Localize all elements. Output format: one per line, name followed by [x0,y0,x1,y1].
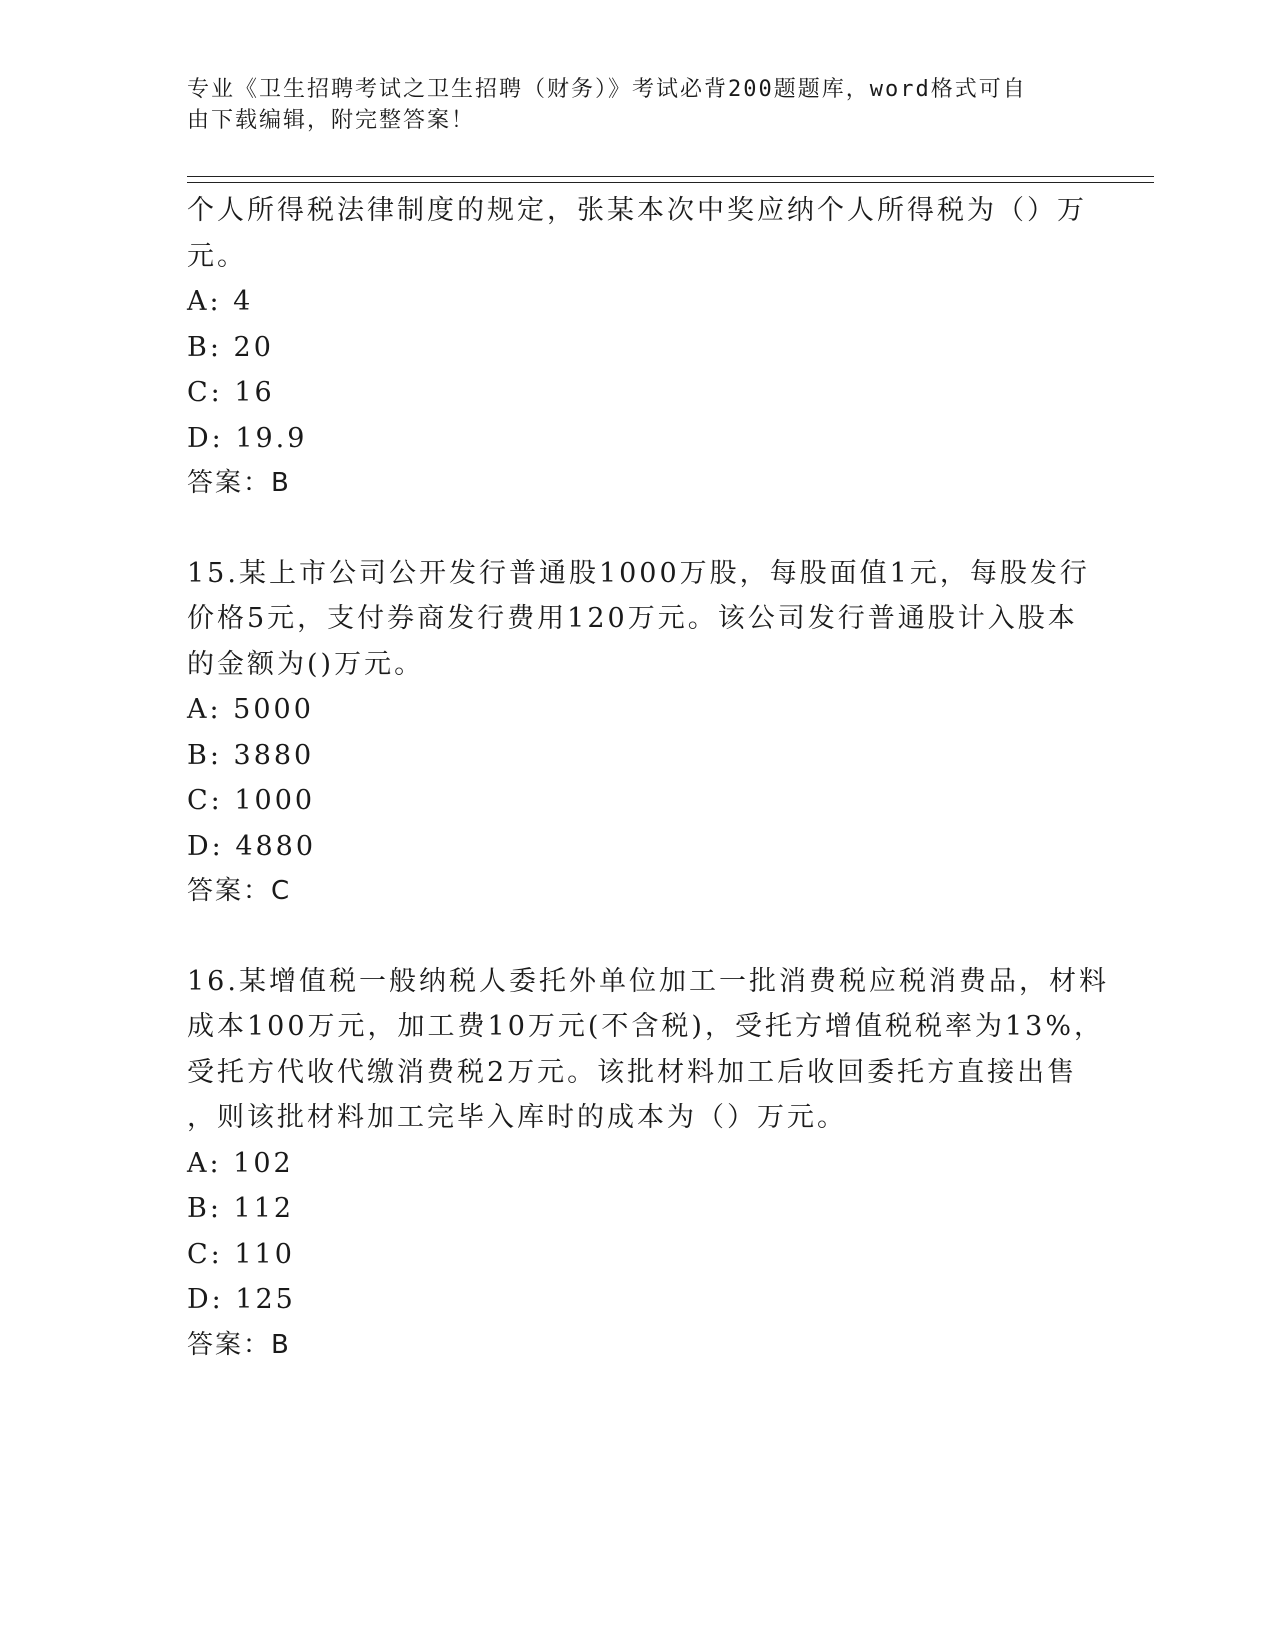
question-list [187,188,1109,1368]
option-c: C: 1000 [187,785,316,816]
option-b: B: 3880 [187,739,315,771]
question-text: 个人所得税法律制度的规定，张某本次中奖应纳个人所得税为（）万 [187,195,1087,226]
header-divider-top [187,176,1154,177]
question-text: 成本100万元，加工费10万元(不含税)，受托方增值税税率为13%， [187,1011,1104,1042]
question-text: 15.某上市公司公开发行普通股1000万股，每股面值1元，每股发行 [187,557,1090,589]
option-d: D: 125 [187,1284,296,1315]
option-a: A: 5000 [187,694,314,725]
question-text: 元。 [187,240,247,272]
option-d: D: 4880 [187,830,317,862]
option-a: A: 102 [187,1147,294,1179]
question-text: ，则该批材料加工完毕入库时的成本为（）万元。 [187,1102,847,1133]
question-spacer [187,915,1087,959]
question-text: 价格5元，支付券商发行费用120万元。该公司发行普通股计入股本 [187,603,1078,634]
question-spacer [187,507,1087,551]
option-c: C: 16 [187,377,275,408]
question-text: 16.某增值税一般纳税人委托外单位加工一批消费税应税消费品，材料 [187,965,1109,997]
option-b: B: 112 [187,1193,295,1224]
header-line-1: 专业《卫生招聘考试之卫生招聘（财务）》考试必背200题题库，word格式可自 [187,77,1027,102]
answer-label: 答案：B [187,1329,291,1360]
answer-label: 答案：C [187,876,292,906]
header-divider-bottom [187,182,1154,183]
question-text: 受托方代收代缴消费税2万元。该批材料加工后收回委托方直接出售 [187,1056,1078,1088]
question-14 [187,188,1087,507]
option-c: C: 110 [187,1238,295,1270]
document-header [187,74,1067,136]
answer-label: 答案：B [187,468,291,498]
option-d: D: 19.9 [187,422,308,454]
option-b: B: 20 [187,331,274,363]
option-a: A: 4 [187,286,254,317]
question-15 [187,551,1090,915]
header-line-2: 由下载编辑，附完整答案！ [187,108,476,133]
question-text: 的金额为()万元。 [187,648,425,680]
question-16 [187,959,1109,1369]
